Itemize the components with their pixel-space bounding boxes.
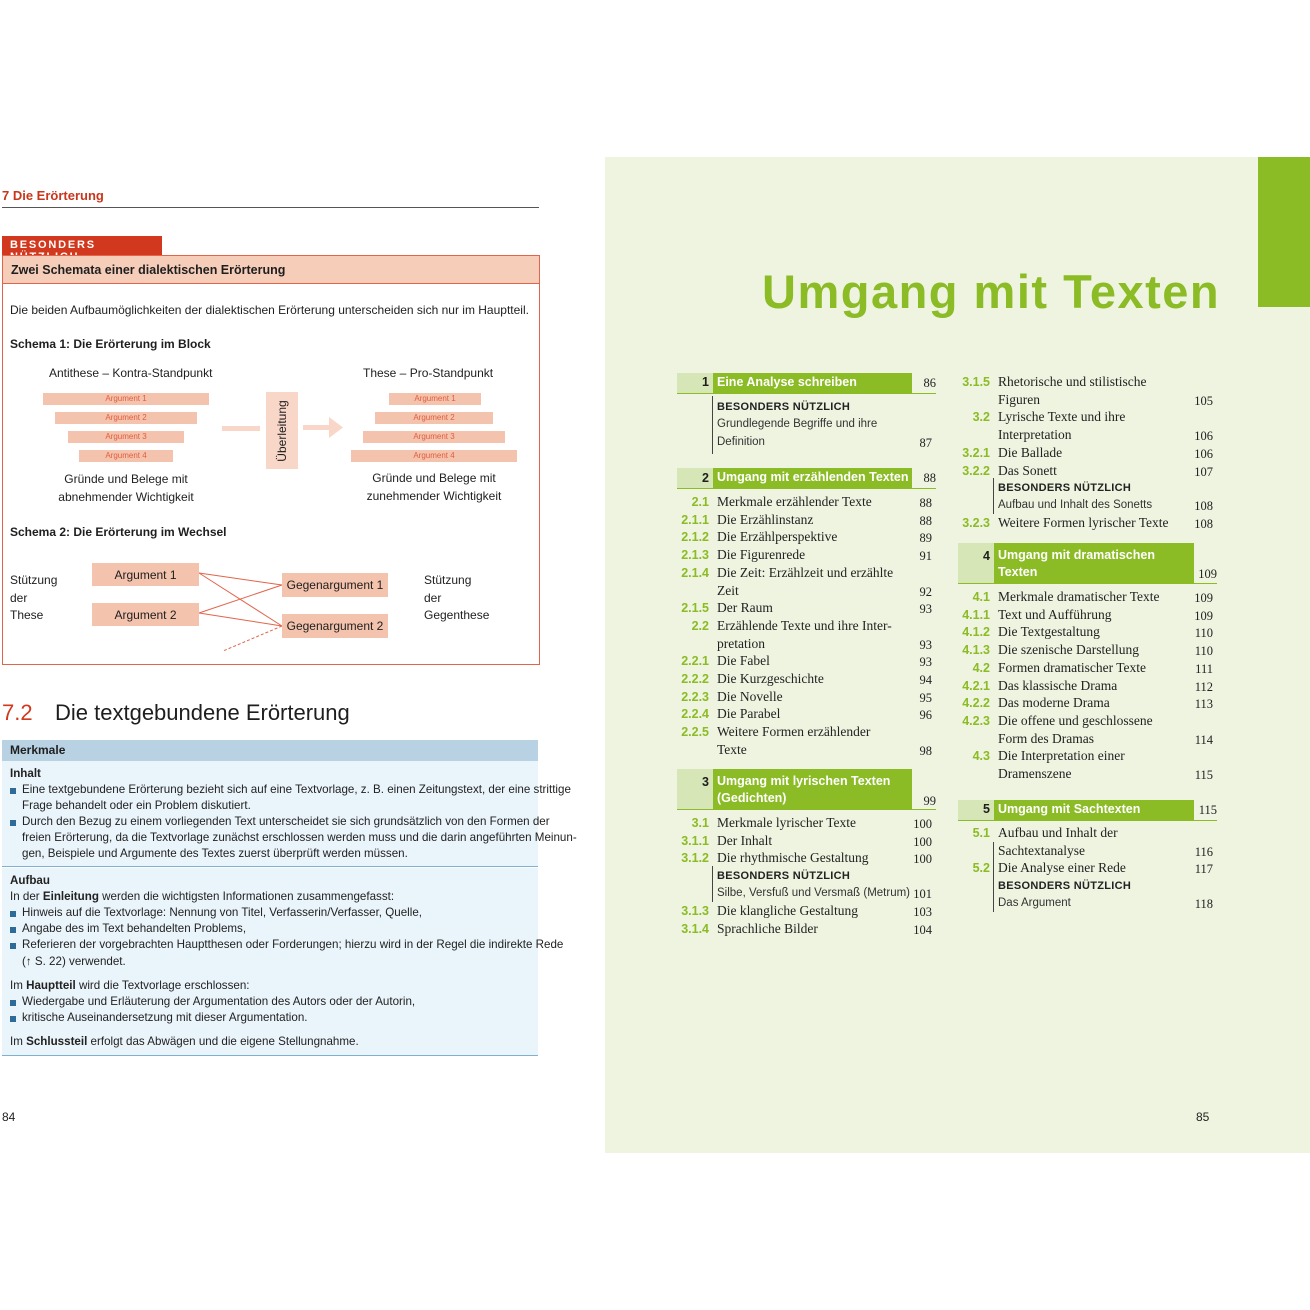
toc-chapter-underline — [958, 583, 1217, 584]
toc-chapter-3[interactable] — [713, 769, 912, 809]
toc-entry-number: 2.1.4 — [681, 565, 709, 580]
toc-entry-number: 3.1.5 — [962, 375, 990, 389]
toc-entry-title: Formen dramatischer Texte — [998, 659, 1147, 675]
hauptteil-bold: Hauptteil — [26, 979, 76, 992]
bullet-square — [10, 911, 16, 917]
einleitung-bold: Einleitung — [42, 890, 99, 903]
toc-page: 87 — [919, 436, 932, 450]
toc-chapter-underline — [958, 820, 1217, 821]
schema2-left-label: der — [10, 591, 28, 605]
schema2-connectors — [3, 556, 539, 656]
schluss-post: erfolgt das Abwägen und die eigene Stellungnahme. — [87, 1035, 359, 1048]
schema2-right-label: Stützung — [424, 573, 472, 587]
schema-intro: Die beiden Aufbaumöglichkeiten der dialektischen Erörterung unterscheiden sich nur im Hauptteil. — [10, 303, 529, 317]
toc-page: 113 — [1194, 697, 1213, 712]
toc-page: 93 — [919, 602, 932, 617]
toc-bn-rule — [993, 842, 994, 912]
toc-page: 86 — [923, 376, 936, 390]
schema2-right-label: der — [424, 591, 442, 605]
toc-entry-title: Die szenische Darstellung — [998, 642, 1139, 658]
hauptteil-line — [10, 978, 250, 994]
page-number-right: 85 — [1196, 1110, 1210, 1124]
merkmale-inhalt — [2, 761, 577, 867]
toc-page: 110 — [1194, 626, 1213, 641]
toc-entry-number: 3.1 — [691, 816, 709, 830]
toc-bn-tag: BESONDERS NÜTZLICH — [998, 880, 1132, 892]
toc-entry-number: 3.2 — [972, 410, 990, 425]
toc-page: 96 — [919, 708, 932, 723]
toc-entry-number: 4.3 — [972, 749, 990, 764]
toc-page: 93 — [919, 637, 932, 652]
toc-page: 92 — [919, 584, 932, 599]
toc-entry-title: Lyrische Texte und ihre — [998, 409, 1126, 425]
einleitung-line — [10, 889, 394, 905]
toc-page: 115 — [1198, 803, 1217, 817]
toc-entry-title: Das Sonett — [998, 462, 1057, 478]
schema1-title: Schema 1: Die Erörterung im Block — [10, 337, 211, 351]
toc-entry-title: pretation — [717, 635, 765, 651]
toc-entry-title: Dramenszene — [998, 766, 1072, 781]
schema1-right-argument: Argument 1 — [389, 393, 481, 405]
toc-page: 117 — [1194, 862, 1213, 877]
toc-page: 104 — [913, 922, 932, 937]
toc-entry-title: Merkmale dramatischer Texte — [998, 589, 1160, 604]
toc-entry-title: Die Figurenrede — [717, 547, 806, 563]
aufbau-heading: Aufbau — [10, 874, 50, 887]
schema2-left-label: These — [10, 608, 44, 622]
toc-page: 99 — [923, 794, 936, 808]
toc-page: 114 — [1194, 732, 1213, 747]
toc-bn-line[interactable]: Grundlegende Begriffe und ihre — [717, 418, 878, 430]
section-title: Die textgebundene Erörterung — [55, 700, 350, 725]
bullet-square — [10, 1000, 16, 1006]
toc-page: 109 — [1198, 567, 1217, 581]
toc-entry-number: 4.2.3 — [962, 713, 990, 728]
hauptteil-item: kritische Auseinandersetzung mit dieser Argumentation. — [22, 1011, 308, 1024]
inhalt-line: gen, Beispiele und Argumente des Textes zuerst überprüft werden müssen. — [22, 847, 408, 860]
toc-entry-title: Aufbau und Inhalt der — [998, 825, 1118, 840]
toc-page: 101 — [913, 887, 932, 901]
schema1-left-argument: Argument 3 — [68, 431, 184, 443]
toc-entry-number: 2.2.3 — [681, 689, 709, 704]
toc-entry-number: 2.2.5 — [681, 725, 709, 740]
schema1-left-foot: abnehmender Wichtigkeit — [58, 490, 194, 504]
schema1-left-argument: Argument 2 — [55, 412, 197, 424]
hauptteil-post: wird die Textvorlage erschlossen: — [75, 979, 250, 992]
inhalt-line: Frage behandelt oder ein Problem diskutiert. — [22, 799, 251, 812]
toc-page: 100 — [913, 834, 932, 849]
toc-entry-number: 3.2.3 — [962, 516, 990, 530]
schema2-argument: Argument 2 — [92, 603, 199, 626]
inhalt-line: freien Erörterung, da die Textvorlage zunächst erschlossen werden muss und die darin angeführten Meinun- — [22, 831, 577, 844]
toc-entry-title: Die Erzählperspektive — [717, 529, 838, 545]
schema1-left-argument: Argument 1 — [43, 393, 209, 405]
toc-entry-number: 3.1.1 — [681, 833, 709, 848]
toc-chapter-5[interactable]: Umgang mit Sachtexten — [994, 800, 1194, 820]
bullet-square — [10, 788, 16, 794]
toc-entry-number: 2.1.2 — [681, 530, 709, 545]
toc-page: 105 — [1194, 393, 1213, 408]
toc-entry-title: Form des Dramas — [998, 730, 1094, 746]
toc-chapter-number: 3 — [702, 775, 709, 789]
toc-entry-title: Das moderne Drama — [998, 695, 1110, 711]
toc-page: 100 — [913, 852, 932, 867]
schema-box — [2, 255, 540, 665]
schema2-counter-argument: Gegenargument 2 — [282, 614, 388, 638]
toc-page: 115 — [1194, 768, 1213, 782]
toc-entry-number: 2.1.3 — [681, 548, 709, 563]
toc-page: 94 — [919, 673, 932, 687]
schema1-left-foot: Gründe und Belege mit — [64, 472, 188, 486]
toc-page: 93 — [919, 655, 932, 670]
toc-entry-title: Rhetorische und stilistische — [998, 374, 1147, 389]
schema1-left-head: Antithese – Kontra-Standpunkt — [49, 366, 213, 380]
section-number: 7.2 — [2, 700, 33, 725]
toc-entry-number: 2.1.5 — [681, 601, 709, 616]
einleitung-item: Referieren der vorgebrachten Hauptthesen oder Forderungen; hierzu wird in der Regel die indirekte Rede — [22, 938, 564, 951]
toc-entry-title: Die Interpretation einer — [998, 748, 1125, 764]
toc-page: 106 — [1194, 446, 1213, 461]
schluss-line — [10, 1034, 359, 1050]
toc-entry-number: 2.2.1 — [681, 654, 709, 669]
toc-chapter-3-line: Umgang mit lyrischen Texten — [717, 774, 891, 788]
transition-label: Überleitung — [275, 399, 289, 462]
toc-entry-number: 3.1.3 — [681, 904, 709, 918]
schema1-right-head: These – Pro-Standpunkt — [363, 366, 494, 380]
toc-entry-number: 2.2 — [691, 618, 709, 633]
schema2-argument: Argument 1 — [92, 563, 199, 586]
toc-entry-title: Sachtextanalyse — [998, 842, 1085, 858]
toc-chapter-number: 4 — [983, 549, 990, 563]
schema1-right-argument: Argument 2 — [375, 412, 493, 424]
page-number-left: 84 — [2, 1110, 16, 1124]
toc-entry-title: Die Zeit: Erzählzeit und erzählte — [717, 564, 894, 580]
toc-bn-tag: BESONDERS NÜTZLICH — [998, 482, 1132, 494]
toc-entry-title: Das klassische Drama — [998, 677, 1118, 693]
merkmale-aufbau — [2, 868, 564, 1056]
bullet-square — [10, 943, 16, 949]
toc-chapter-4-line: Texten — [998, 565, 1038, 579]
toc-page: 88 — [919, 496, 932, 510]
inhalt-heading: Inhalt — [10, 767, 41, 780]
toc-entry-title: Die Novelle — [717, 688, 783, 704]
toc-page: 110 — [1194, 644, 1213, 659]
toc-entry-title: Merkmale lyrischer Texte — [717, 815, 857, 830]
toc-entry-title: Die Erzählinstanz — [717, 511, 814, 527]
toc-page: 103 — [913, 905, 932, 919]
hauptteil-item: Wiedergabe und Erläuterung der Argumentation des Autors oder der Autorin, — [22, 995, 416, 1008]
toc-entry-title: Weitere Formen lyrischer Texte — [998, 515, 1169, 530]
toc-entry-number: 5.2 — [972, 861, 990, 876]
toc-entry-title: Sprachliche Bilder — [717, 920, 818, 936]
toc-entry-number: 4.2 — [972, 660, 990, 675]
toc-entry-title: Text und Aufführung — [998, 606, 1112, 622]
toc-bn-line[interactable]: Aufbau und Inhalt des Sonetts — [998, 499, 1153, 511]
toc-entry-number: 2.1 — [691, 495, 709, 509]
toc-chapter-number: 5 — [983, 802, 990, 816]
schema1-right-foot: Gründe und Belege mit — [372, 471, 496, 485]
toc-bn-line[interactable]: Silbe, Versfuß und Versmaß (Metrum) — [717, 887, 911, 899]
toc-bn-tag: BESONDERS NÜTZLICH — [717, 401, 851, 413]
toc-entry-number: 2.2.2 — [681, 672, 709, 686]
toc-entry-title: Die klangliche Gestaltung — [717, 903, 858, 918]
toc-entry-number: 3.1.2 — [681, 851, 709, 866]
toc-entry-number: 3.1.4 — [681, 921, 709, 936]
schema1-right-argument: Argument 3 — [363, 431, 505, 443]
toc-entry-title: Figuren — [998, 391, 1040, 407]
toc-entry-number: 4.1.3 — [962, 643, 990, 658]
schema2-left-label: Stützung — [10, 573, 58, 587]
toc-chapter-2[interactable]: Umgang mit erzählenden Texten — [713, 468, 912, 488]
toc-page: 91 — [919, 549, 932, 564]
toc-page: 89 — [919, 531, 932, 546]
toc-entry-title: Die Textgestaltung — [998, 624, 1100, 640]
schema2-title: Schema 2: Die Erörterung im Wechsel — [10, 525, 227, 539]
toc-page: 88 — [919, 513, 932, 528]
toc-bn-rule — [712, 396, 713, 454]
schema1-right-argument: Argument 4 — [351, 450, 517, 462]
toc-entry-title: Die Kurzgeschichte — [717, 671, 824, 686]
toc-bn-rule — [712, 866, 713, 902]
bullet-square — [10, 927, 16, 933]
toc-entry-number: 3.2.2 — [962, 463, 990, 478]
toc-entry-title: Texte — [717, 741, 747, 757]
toc-entry-number: 4.2.2 — [962, 696, 990, 711]
toc-entry-number: 5.1 — [972, 826, 990, 840]
toc-entry-title: Zeit — [717, 582, 739, 598]
toc-chapter-4[interactable] — [994, 543, 1194, 583]
toc-page: 98 — [919, 743, 932, 758]
toc-entry-title: Die offene und geschlossene — [998, 712, 1153, 728]
toc-chapter-3-line: (Gedichten) — [717, 791, 787, 805]
toc-entry-title: Der Inhalt — [717, 832, 773, 848]
toc-chapter-number: 1 — [702, 375, 709, 389]
toc-bn-line[interactable]: Das Argument — [998, 897, 1071, 909]
transition-box — [266, 392, 298, 469]
toc-entry-title: Merkmale erzählender Texte — [717, 494, 872, 509]
toc-bn-rule — [993, 478, 994, 514]
toc-entry-title: Die Analyse einer Rede — [998, 860, 1126, 876]
toc-page: 112 — [1194, 679, 1213, 694]
toc-entry-title: Die Ballade — [998, 444, 1063, 460]
toc-entry-number: 2.2.4 — [681, 707, 709, 722]
toc-entry-title: Die rhythmische Gestaltung — [717, 850, 869, 866]
toc-chapter-underline — [677, 393, 936, 394]
toc-page: 100 — [913, 817, 932, 831]
toc-bn-tag: BESONDERS NÜTZLICH — [717, 870, 851, 882]
toc-page: 118 — [1194, 897, 1213, 911]
einleitung-item: Angabe des im Text behandelten Problems, — [22, 922, 247, 935]
einleitung-post: werden die wichtigsten Informationen zusammengefasst: — [98, 890, 395, 903]
toc-entry-title: Interpretation — [998, 427, 1072, 443]
toc-entry-title: Die Fabel — [717, 653, 770, 669]
schema1-left-argument: Argument 4 — [79, 450, 173, 462]
toc-page: 107 — [1194, 464, 1213, 479]
besonders-nuetzlich-tag: BESONDERS — [2, 236, 162, 255]
toc-entry-title: Die Parabel — [717, 706, 781, 722]
chapter-color-tab — [1258, 157, 1310, 307]
toc-page: 109 — [1194, 591, 1213, 605]
part-title: Umgang mit Texten — [762, 265, 1221, 318]
hauptteil-pre: Im — [10, 979, 27, 992]
toc-page: 95 — [919, 690, 932, 705]
toc-chapter-4-line: Umgang mit dramatischen — [998, 548, 1155, 562]
transition-arrow-left — [222, 426, 260, 431]
bullet-square — [10, 1016, 16, 1022]
einleitung-pre: In der — [10, 890, 43, 903]
schema2-counter-argument: Gegenargument 1 — [282, 573, 388, 597]
toc-page: 106 — [1194, 429, 1213, 444]
schema2-right-label: Gegenthese — [424, 608, 490, 622]
schema-box-title: Zwei Schemata einer dialektischen Erörterung — [3, 256, 539, 284]
schluss-pre: Im — [10, 1035, 27, 1048]
toc-chapter-underline — [677, 809, 936, 810]
toc-chapter-underline — [677, 488, 936, 489]
toc-page: 108 — [1194, 499, 1213, 513]
toc-entry-title: Erzählende Texte und ihre Inter- — [717, 617, 892, 633]
toc-entry-number: 4.2.1 — [962, 678, 990, 693]
toc-entry-title: Der Raum — [717, 600, 773, 616]
toc-entry-number: 4.1 — [972, 590, 990, 604]
schluss-bold: Schlussteil — [26, 1035, 88, 1048]
toc-entry-number: 2.1.1 — [681, 512, 709, 527]
toc-entry-number: 4.1.2 — [962, 625, 990, 640]
merkmale-bar: Merkmale — [2, 740, 538, 761]
schema1-right-foot: zunehmender Wichtigkeit — [366, 489, 502, 503]
toc-page: 108 — [1194, 517, 1213, 531]
transition-arrow-right — [303, 416, 345, 440]
toc-page: 116 — [1194, 844, 1213, 859]
toc-entry-number: 4.1.1 — [962, 607, 990, 622]
toc-entry-number: 3.2.1 — [962, 445, 990, 460]
chapter-header: 7 Die Erörterung — [2, 188, 539, 208]
toc-page: 88 — [923, 471, 936, 485]
toc-page: 111 — [1195, 661, 1213, 676]
toc-entry-title: Weitere Formen erzählender — [717, 724, 871, 740]
einleitung-item: Hinweis auf die Textvorlage: Nennung von Titel, Verfasserin/Verfasser, Quelle, — [22, 906, 422, 919]
toc-chapter-1[interactable]: Eine Analyse schreiben — [713, 373, 912, 393]
inhalt-line: Eine textgebundene Erörterung bezieht sich auf eine Textvorlage, z. B. einen Zeitungstext, der eine strittige — [22, 783, 571, 796]
bullet-square — [10, 820, 16, 826]
toc-chapter-number: 2 — [702, 471, 709, 485]
toc-bn-line[interactable]: Definition — [717, 436, 765, 448]
inhalt-line: Durch den Bezug zu einem vorliegenden Text unterscheidet sie sich grundsätzlich von den Formen der — [22, 815, 550, 828]
toc-page: 109 — [1194, 608, 1213, 623]
einleitung-item: (↑ S. 22) verwendet. — [22, 955, 126, 968]
